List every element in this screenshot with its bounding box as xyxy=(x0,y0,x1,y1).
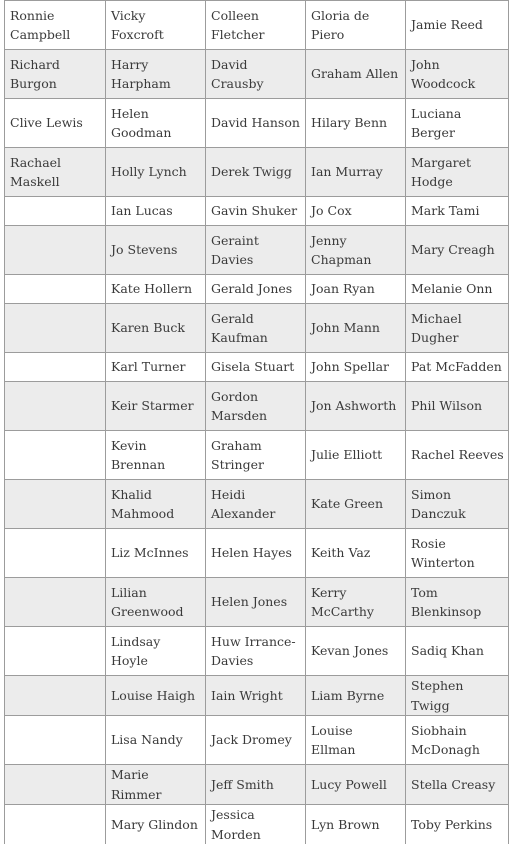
table-cell xyxy=(5,676,106,716)
table-row xyxy=(5,578,509,627)
table-cell: Tom Blenkinsop xyxy=(406,578,509,627)
table-row xyxy=(5,148,509,197)
table-cell: Jack Dromey xyxy=(206,716,306,765)
table-cell: Marie Rimmer xyxy=(106,765,206,805)
table-cell: Huw Irrance-Davies xyxy=(206,627,306,676)
table-cell: Lisa Nandy xyxy=(106,716,206,765)
table-row xyxy=(5,676,509,716)
table-cell: Julie Elliott xyxy=(306,431,406,480)
table-row xyxy=(5,1,509,50)
table-row xyxy=(5,197,509,226)
table-cell: Kerry McCarthy xyxy=(306,578,406,627)
table-cell: John Spellar xyxy=(306,353,406,382)
table-cell: Lucy Powell xyxy=(306,765,406,805)
table-cell: Louise Haigh xyxy=(106,676,206,716)
table-cell: Ronnie Campbell xyxy=(5,1,106,50)
table-cell: Helen Goodman xyxy=(106,99,206,148)
table-cell: Iain Wright xyxy=(206,676,306,716)
table-cell: Michael Dugher xyxy=(406,304,509,353)
table-cell: Liam Byrne xyxy=(306,676,406,716)
table-cell xyxy=(5,431,106,480)
table-cell xyxy=(5,304,106,353)
table-cell: Jamie Reed xyxy=(406,1,509,50)
table-cell: Keir Starmer xyxy=(106,382,206,431)
table-cell: Louise Ellman xyxy=(306,716,406,765)
table-cell: Clive Lewis xyxy=(5,99,106,148)
table-row xyxy=(5,304,509,353)
table-row xyxy=(5,353,509,382)
table-cell: Toby Perkins xyxy=(406,805,509,844)
table-row xyxy=(5,50,509,99)
table-cell: Mark Tami xyxy=(406,197,509,226)
table-cell xyxy=(5,353,106,382)
table-cell: Kevin Brennan xyxy=(106,431,206,480)
table-cell: Gordon Marsden xyxy=(206,382,306,431)
table-cell: Gisela Stuart xyxy=(206,353,306,382)
table-row xyxy=(5,529,509,578)
table-cell: Keith Vaz xyxy=(306,529,406,578)
table-cell: Lindsay Hoyle xyxy=(106,627,206,676)
names-table xyxy=(4,0,509,844)
table-cell: Kate Hollern xyxy=(106,275,206,304)
table-cell: Phil Wilson xyxy=(406,382,509,431)
table-cell xyxy=(5,275,106,304)
table-cell: Ian Lucas xyxy=(106,197,206,226)
table-cell: Luciana Berger xyxy=(406,99,509,148)
table-cell: Graham Allen xyxy=(306,50,406,99)
table-cell xyxy=(5,529,106,578)
table-cell: Lyn Brown xyxy=(306,805,406,844)
table-cell: Khalid Mahmood xyxy=(106,480,206,529)
table-cell xyxy=(5,382,106,431)
table-cell: Sadiq Khan xyxy=(406,627,509,676)
table-cell: Geraint Davies xyxy=(206,226,306,275)
table-cell xyxy=(5,716,106,765)
table-cell: Melanie Onn xyxy=(406,275,509,304)
table-cell: Holly Lynch xyxy=(106,148,206,197)
table-cell: Gavin Shuker xyxy=(206,197,306,226)
table-cell: Jeff Smith xyxy=(206,765,306,805)
table-cell: John Mann xyxy=(306,304,406,353)
table-cell: Gloria de Piero xyxy=(306,1,406,50)
table-cell xyxy=(5,765,106,805)
table-cell xyxy=(5,627,106,676)
table-cell: Simon Danczuk xyxy=(406,480,509,529)
table-cell: Rachel Reeves xyxy=(406,431,509,480)
table-cell: Colleen Fletcher xyxy=(206,1,306,50)
table-cell xyxy=(5,226,106,275)
table-cell: Jenny Chapman xyxy=(306,226,406,275)
table-row xyxy=(5,765,509,805)
table-cell: Gerald Jones xyxy=(206,275,306,304)
table-cell: David Crausby xyxy=(206,50,306,99)
table-cell: Stella Creasy xyxy=(406,765,509,805)
table-cell: Mary Creagh xyxy=(406,226,509,275)
table-row xyxy=(5,480,509,529)
table-cell: Rosie Winterton xyxy=(406,529,509,578)
table-row xyxy=(5,431,509,480)
table-row xyxy=(5,716,509,765)
table-cell: Derek Twigg xyxy=(206,148,306,197)
table-cell: Richard Burgon xyxy=(5,50,106,99)
table-row xyxy=(5,382,509,431)
table-cell: Stephen Twigg xyxy=(406,676,509,716)
table-row xyxy=(5,226,509,275)
table-cell: Kevan Jones xyxy=(306,627,406,676)
table-cell: Karl Turner xyxy=(106,353,206,382)
table-cell xyxy=(5,197,106,226)
table-cell: Karen Buck xyxy=(106,304,206,353)
table-cell: Siobhain McDonagh xyxy=(406,716,509,765)
table-cell: Joan Ryan xyxy=(306,275,406,304)
table-row xyxy=(5,627,509,676)
table-cell: Heidi Alexander xyxy=(206,480,306,529)
table-cell: David Hanson xyxy=(206,99,306,148)
table-cell: Lilian Greenwood xyxy=(106,578,206,627)
table-cell: Mary Glindon xyxy=(106,805,206,844)
table-cell: Rachael Maskell xyxy=(5,148,106,197)
table-cell: Harry Harpham xyxy=(106,50,206,99)
table-cell: Kate Green xyxy=(306,480,406,529)
table-cell xyxy=(5,480,106,529)
table-row xyxy=(5,805,509,844)
table-row xyxy=(5,275,509,304)
names-table-body xyxy=(5,1,509,844)
table-cell: John Woodcock xyxy=(406,50,509,99)
table-cell: Jo Stevens xyxy=(106,226,206,275)
table-cell: Vicky Foxcroft xyxy=(106,1,206,50)
table-cell: Gerald Kaufman xyxy=(206,304,306,353)
table-cell: Pat McFadden xyxy=(406,353,509,382)
table-cell xyxy=(5,578,106,627)
table-cell: Jo Cox xyxy=(306,197,406,226)
table-cell: Margaret Hodge xyxy=(406,148,509,197)
table-cell: Graham Stringer xyxy=(206,431,306,480)
table-cell: Hilary Benn xyxy=(306,99,406,148)
table-cell: Jon Ashworth xyxy=(306,382,406,431)
table-cell: Liz McInnes xyxy=(106,529,206,578)
table-cell: Ian Murray xyxy=(306,148,406,197)
table-cell: Helen Hayes xyxy=(206,529,306,578)
table-cell: Helen Jones xyxy=(206,578,306,627)
table-cell: Jessica Morden xyxy=(206,805,306,844)
table-row xyxy=(5,99,509,148)
table-cell xyxy=(5,805,106,844)
